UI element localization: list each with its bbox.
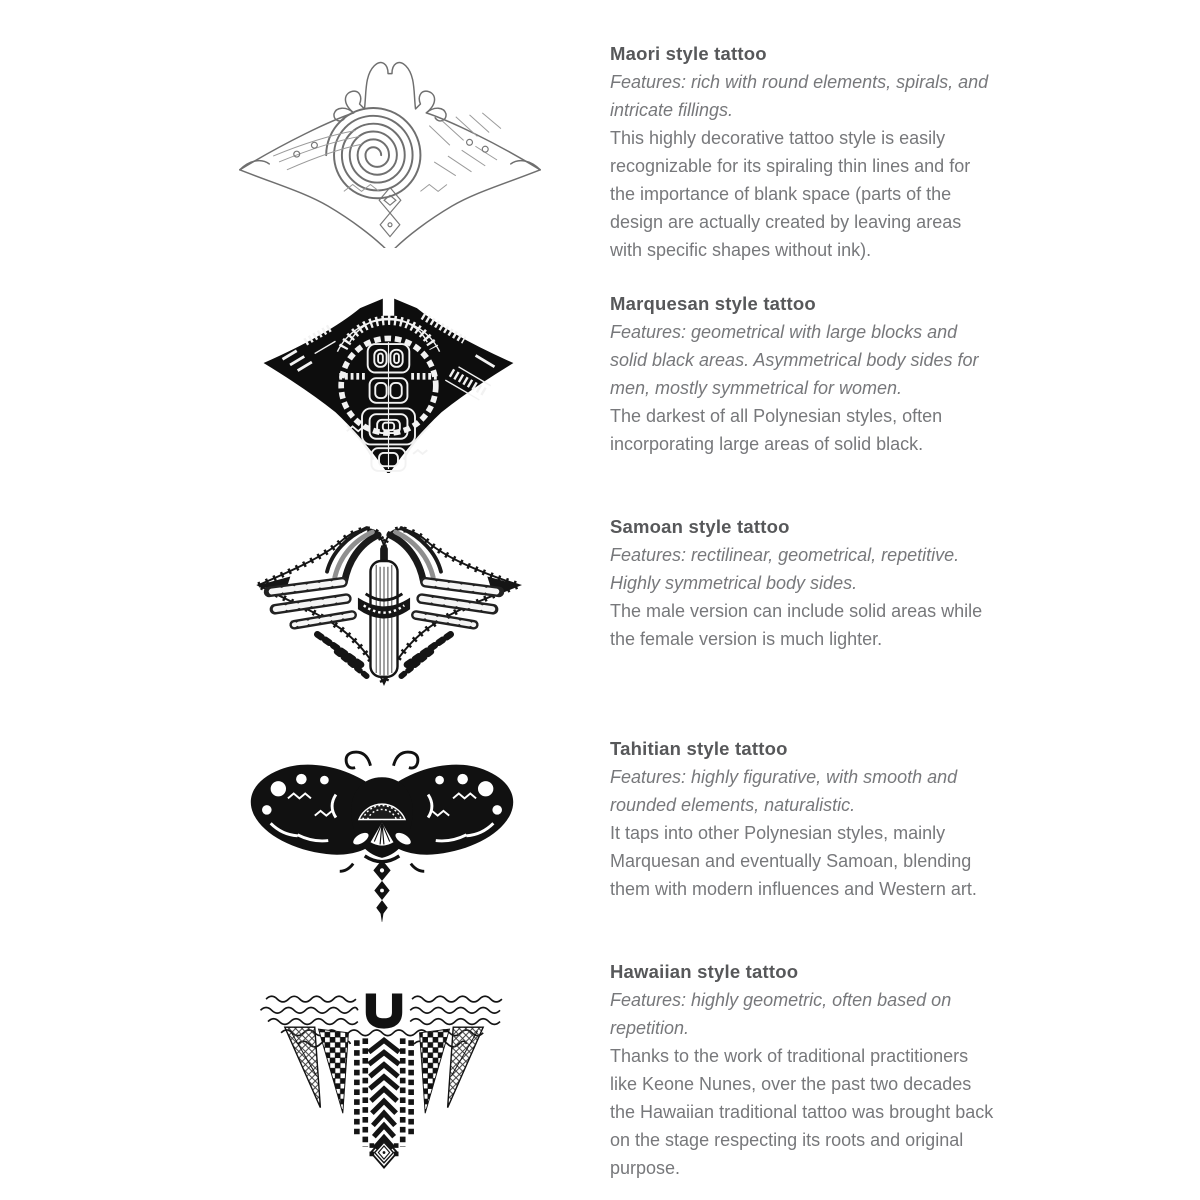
section-hawaiian	[0, 914, 1200, 1200]
section-title: Hawaiian style tattoo	[610, 961, 799, 982]
section-title: Tahitian style tattoo	[610, 738, 788, 759]
section-description: The darkest of all Polynesian styles, often incorporating large areas of solid black.	[610, 406, 943, 454]
section-marquesan	[0, 246, 1200, 469]
section-description: Thanks to the work of traditional practitioners like Keone Nunes, over the past two decades the Hawaiian traditional tattoo was brought back on the stage respecting its roots and original purpose.	[610, 1046, 994, 1178]
marquesan-text-block	[610, 246, 998, 469]
hawaiian-text-block	[610, 914, 998, 1200]
marquesan-manta-ray-illustration	[256, 293, 521, 473]
section-features: Features: highly figurative, with smooth and rounded elements, naturalistic.	[610, 767, 958, 815]
samoan-manta-ray-illustration	[244, 505, 524, 708]
section-samoan	[0, 469, 1200, 691]
tahitian-illustration	[0, 691, 610, 914]
section-title: Maori style tattoo	[610, 43, 767, 64]
maori-manta-ray-illustration	[228, 52, 552, 248]
tahitian-text-block	[610, 691, 998, 914]
section-features: Features: rectilinear, geometrical, repetitive. Highly symmetrical body sides.	[610, 545, 960, 593]
samoan-illustration	[0, 469, 610, 691]
section-description: This highly decorative tattoo style is easily recognizable for its spiraling thin lines and for the importance of blank space (parts of the design are actually created by leaving areas with specific shapes without ink).	[610, 128, 971, 260]
samoan-text-block	[610, 469, 998, 691]
section-features: Features: highly geometric, often based on repetition.	[610, 990, 952, 1038]
section-title: Marquesan style tattoo	[610, 293, 816, 314]
section-tahitian	[0, 691, 1200, 914]
hawaiian-manta-ray-illustration	[253, 986, 515, 1173]
tahitian-manta-ray-illustration	[238, 735, 526, 922]
section-description: The male version can include solid areas while the female version is much lighter.	[610, 601, 983, 649]
maori-text-block	[610, 0, 998, 260]
section-description: It taps into other Polynesian styles, mainly Marquesan and eventually Samoan, blending them with modern influences and Western art.	[610, 823, 977, 899]
section-title: Samoan style tattoo	[610, 516, 790, 537]
maori-illustration	[0, 0, 610, 246]
hawaiian-illustration	[0, 914, 610, 1200]
section-features: Features: geometrical with large blocks and solid black areas. Asymmetrical body sides for men, mostly symmetrical for women.	[610, 322, 979, 398]
marquesan-illustration	[0, 246, 610, 469]
section-maori	[0, 0, 1200, 260]
section-features: Features: rich with round elements, spirals, and intricate fillings.	[610, 72, 989, 120]
